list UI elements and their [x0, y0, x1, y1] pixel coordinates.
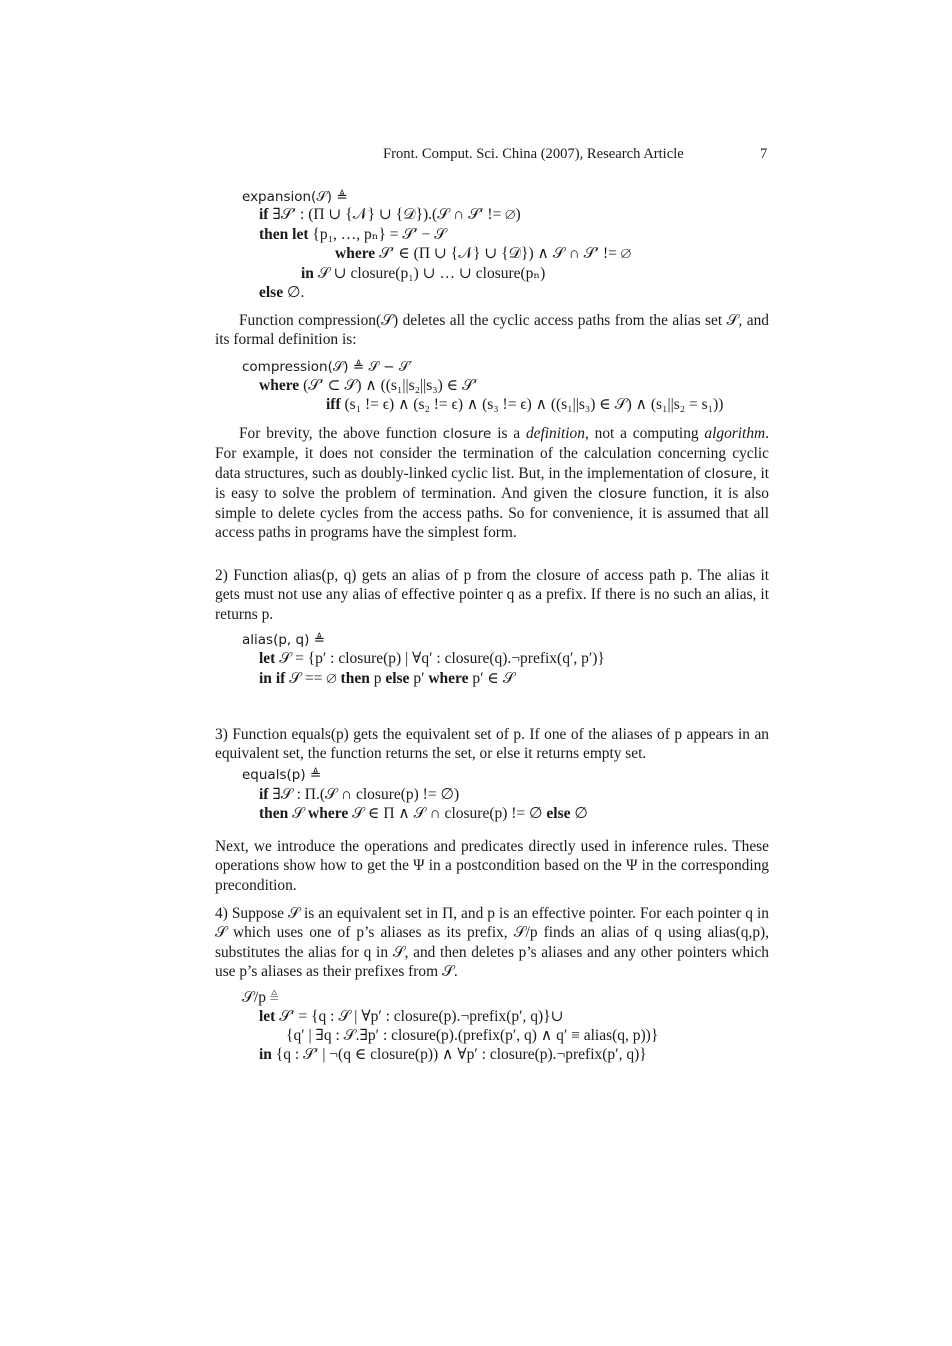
compression-paragraph: [215, 311, 769, 350]
sp-set-line: {q′ | ∃q : 𝒮.∃p′ : closure(p).(prefix(p′, q) ∧ q′ ≡ alias(q, p))}: [286, 1027, 659, 1044]
keyword-else: else: [546, 805, 571, 822]
alias-paragraph-text: 2) Function alias(p, q) gets an alias of p from the closure of access path p. The alias it gets must not use any alias of effective pointer q as a prefix. If there is no such an alias, it returns p.: [215, 567, 769, 623]
suppose-paragraph-text: 4) Suppose 𝒮 is an equivalent set in Π, and p is an effective pointer. For each pointer q in 𝒮 which uses one of p’s aliases as its prefix, 𝒮/p finds an alias of q using alias(q,p), substitutes the alias for q in 𝒮, and then deletes p’s aliases and any other pointers which use p’s aliases as their prefixes from 𝒮.: [215, 905, 769, 980]
equals-paragraph: [215, 725, 769, 764]
alias-in-line: [259, 670, 515, 688]
keyword-in: in: [259, 670, 272, 687]
alias-then-val: p: [373, 670, 382, 687]
equals-then-line: [259, 805, 588, 823]
keyword-if: if: [259, 206, 269, 223]
equals-where-expr: 𝒮 ∈ Π ∧ 𝒮 ∩ closure(p) != ∅: [352, 805, 543, 822]
text-run: , not a computing: [584, 425, 705, 442]
expansion-else-line: [259, 284, 304, 302]
suppose-paragraph: [215, 904, 769, 981]
compression-iff-line: [326, 396, 723, 414]
expansion-where-line: [335, 245, 631, 263]
expansion-head: expansion(𝒮) ≜: [242, 189, 348, 205]
alias-let-expr: 𝒮 = {p′ : closure(p) | ∀q′ : closure(q).¬prefix(q′, p′)}: [279, 650, 605, 667]
keyword-let: let: [292, 226, 309, 243]
keyword-where: where: [428, 670, 469, 687]
text-run: For brevity, the above function: [239, 425, 443, 442]
expansion-else-expr: ∅.: [286, 284, 305, 301]
keyword-else: else: [259, 284, 284, 301]
expansion-then-line: [259, 226, 446, 244]
closure-term: closure: [704, 465, 753, 482]
compression-where-line: [259, 377, 477, 395]
keyword-then: then: [340, 670, 370, 687]
alias-paragraph: [215, 566, 769, 624]
expansion-in-expr: 𝒮 ∪ closure(p₁) ∪ … ∪ closure(pₙ): [317, 265, 546, 282]
sp-in-expr: {q : 𝒮′ | ¬(q ∈ closure(p)) ∧ ∀p′ : closure(p).¬prefix(p′, q)}: [275, 1046, 647, 1063]
keyword-where: where: [335, 245, 376, 262]
closure-term: closure: [442, 426, 492, 442]
equals-paragraph-text: 3) Function equals(p) gets the equivalent set of p. If one of the aliases of p appears in an equivalent set, the function returns the set, or else it returns empty set.: [215, 726, 769, 763]
keyword-else: else: [385, 670, 410, 687]
closure-term: closure: [598, 485, 647, 502]
sp-let-line: [259, 1008, 564, 1026]
alias-else-val: p′: [413, 670, 425, 687]
equals-then-val: 𝒮: [292, 805, 305, 822]
alias-head: alias(p, q) ≜: [242, 632, 325, 648]
equals-head: equals(p) ≜: [242, 767, 322, 783]
alias-cond: 𝒮 == ∅: [289, 670, 337, 687]
text-run: . For example, it does not consider the termination of the calculation concerning cyclic data structures, such as doubly-linked cyclic list. But, in the implementation of: [215, 425, 769, 482]
alias-let-line: [259, 650, 605, 668]
algorithm-term: algorithm: [704, 425, 766, 442]
equals-else-val: ∅: [574, 805, 588, 822]
expansion-if-line: [259, 206, 521, 224]
brevity-paragraph: [215, 424, 769, 543]
keyword-in: in: [301, 265, 314, 282]
keyword-let: let: [259, 1008, 276, 1025]
keyword-then: then: [259, 805, 289, 822]
keyword-iff: iff: [326, 396, 341, 413]
keyword-then: then: [259, 226, 289, 243]
sp-head: 𝒮/p ≜: [242, 989, 279, 1006]
expansion-where-expr: 𝒮′ ∈ (Π ∪ {𝒩} ∪ {𝒟}) ∧ 𝒮 ∩ 𝒮′ != ∅: [379, 245, 631, 262]
keyword-if: if: [259, 786, 269, 803]
expansion-if-expr: ∃𝒮′ : (Π ∪ {𝒩} ∪ {𝒟}).(𝒮 ∩ 𝒮′ != ∅): [272, 206, 521, 223]
page-number: 7: [760, 146, 768, 162]
next-paragraph-text: Next, we introduce the operations and predicates directly used in inference rules. These operations show how to get the Ψ in a postcondition based on the Ψ in the corresponding precondition.: [215, 838, 769, 894]
compression-where-expr: (𝒮′ ⊂ 𝒮) ∧ ((s₁||s₂||s₃) ∈ 𝒮′: [303, 377, 478, 394]
running-header: Front. Comput. Sci. China (2007), Research Article: [383, 146, 684, 162]
keyword-in: in: [259, 1046, 272, 1063]
expansion-in-line: [301, 265, 545, 283]
text-run: , it is easy to solve the problem of termination. And given the: [215, 464, 769, 502]
text-run: is a: [491, 425, 526, 442]
sp-let-expr: 𝒮′ = {q : 𝒮 | ∀p′ : closure(p).¬prefix(p′, q)}∪: [279, 1008, 564, 1025]
compression-iff-expr: (s₁ != ϵ) ∧ (s₂ != ϵ) ∧ (s₃ != ϵ) ∧ ((s₁||s₃) ∈ 𝒮) ∧ (s₁||s₂ = s₁)): [344, 396, 724, 413]
expansion-let-expr: {p₁, …, pₙ} = 𝒮′ − 𝒮: [312, 226, 447, 243]
keyword-let: let: [259, 650, 276, 667]
compression-head: compression(𝒮) ≜ 𝒮 − 𝒮′: [242, 359, 413, 375]
next-paragraph: [215, 837, 769, 895]
compression-intro-text: Function compression(𝒮) deletes all the cyclic access paths from the alias set 𝒮, and its formal definition is:: [215, 312, 769, 349]
keyword-if: if: [275, 670, 286, 687]
equals-if-line: [259, 786, 459, 804]
text-run: function, it is also simple to delete cycles from the access paths. So for convenience, it is assumed that all access paths in programs have the simplest form.: [215, 484, 769, 542]
definition-term: definition: [525, 425, 585, 442]
keyword-where: where: [259, 377, 300, 394]
sp-in-line: [259, 1046, 647, 1064]
alias-where-expr: p′ ∈ 𝒮: [472, 670, 515, 687]
equals-if-expr: ∃𝒮 : Π.(𝒮 ∩ closure(p) != ∅): [272, 786, 460, 803]
keyword-where: where: [308, 805, 349, 822]
